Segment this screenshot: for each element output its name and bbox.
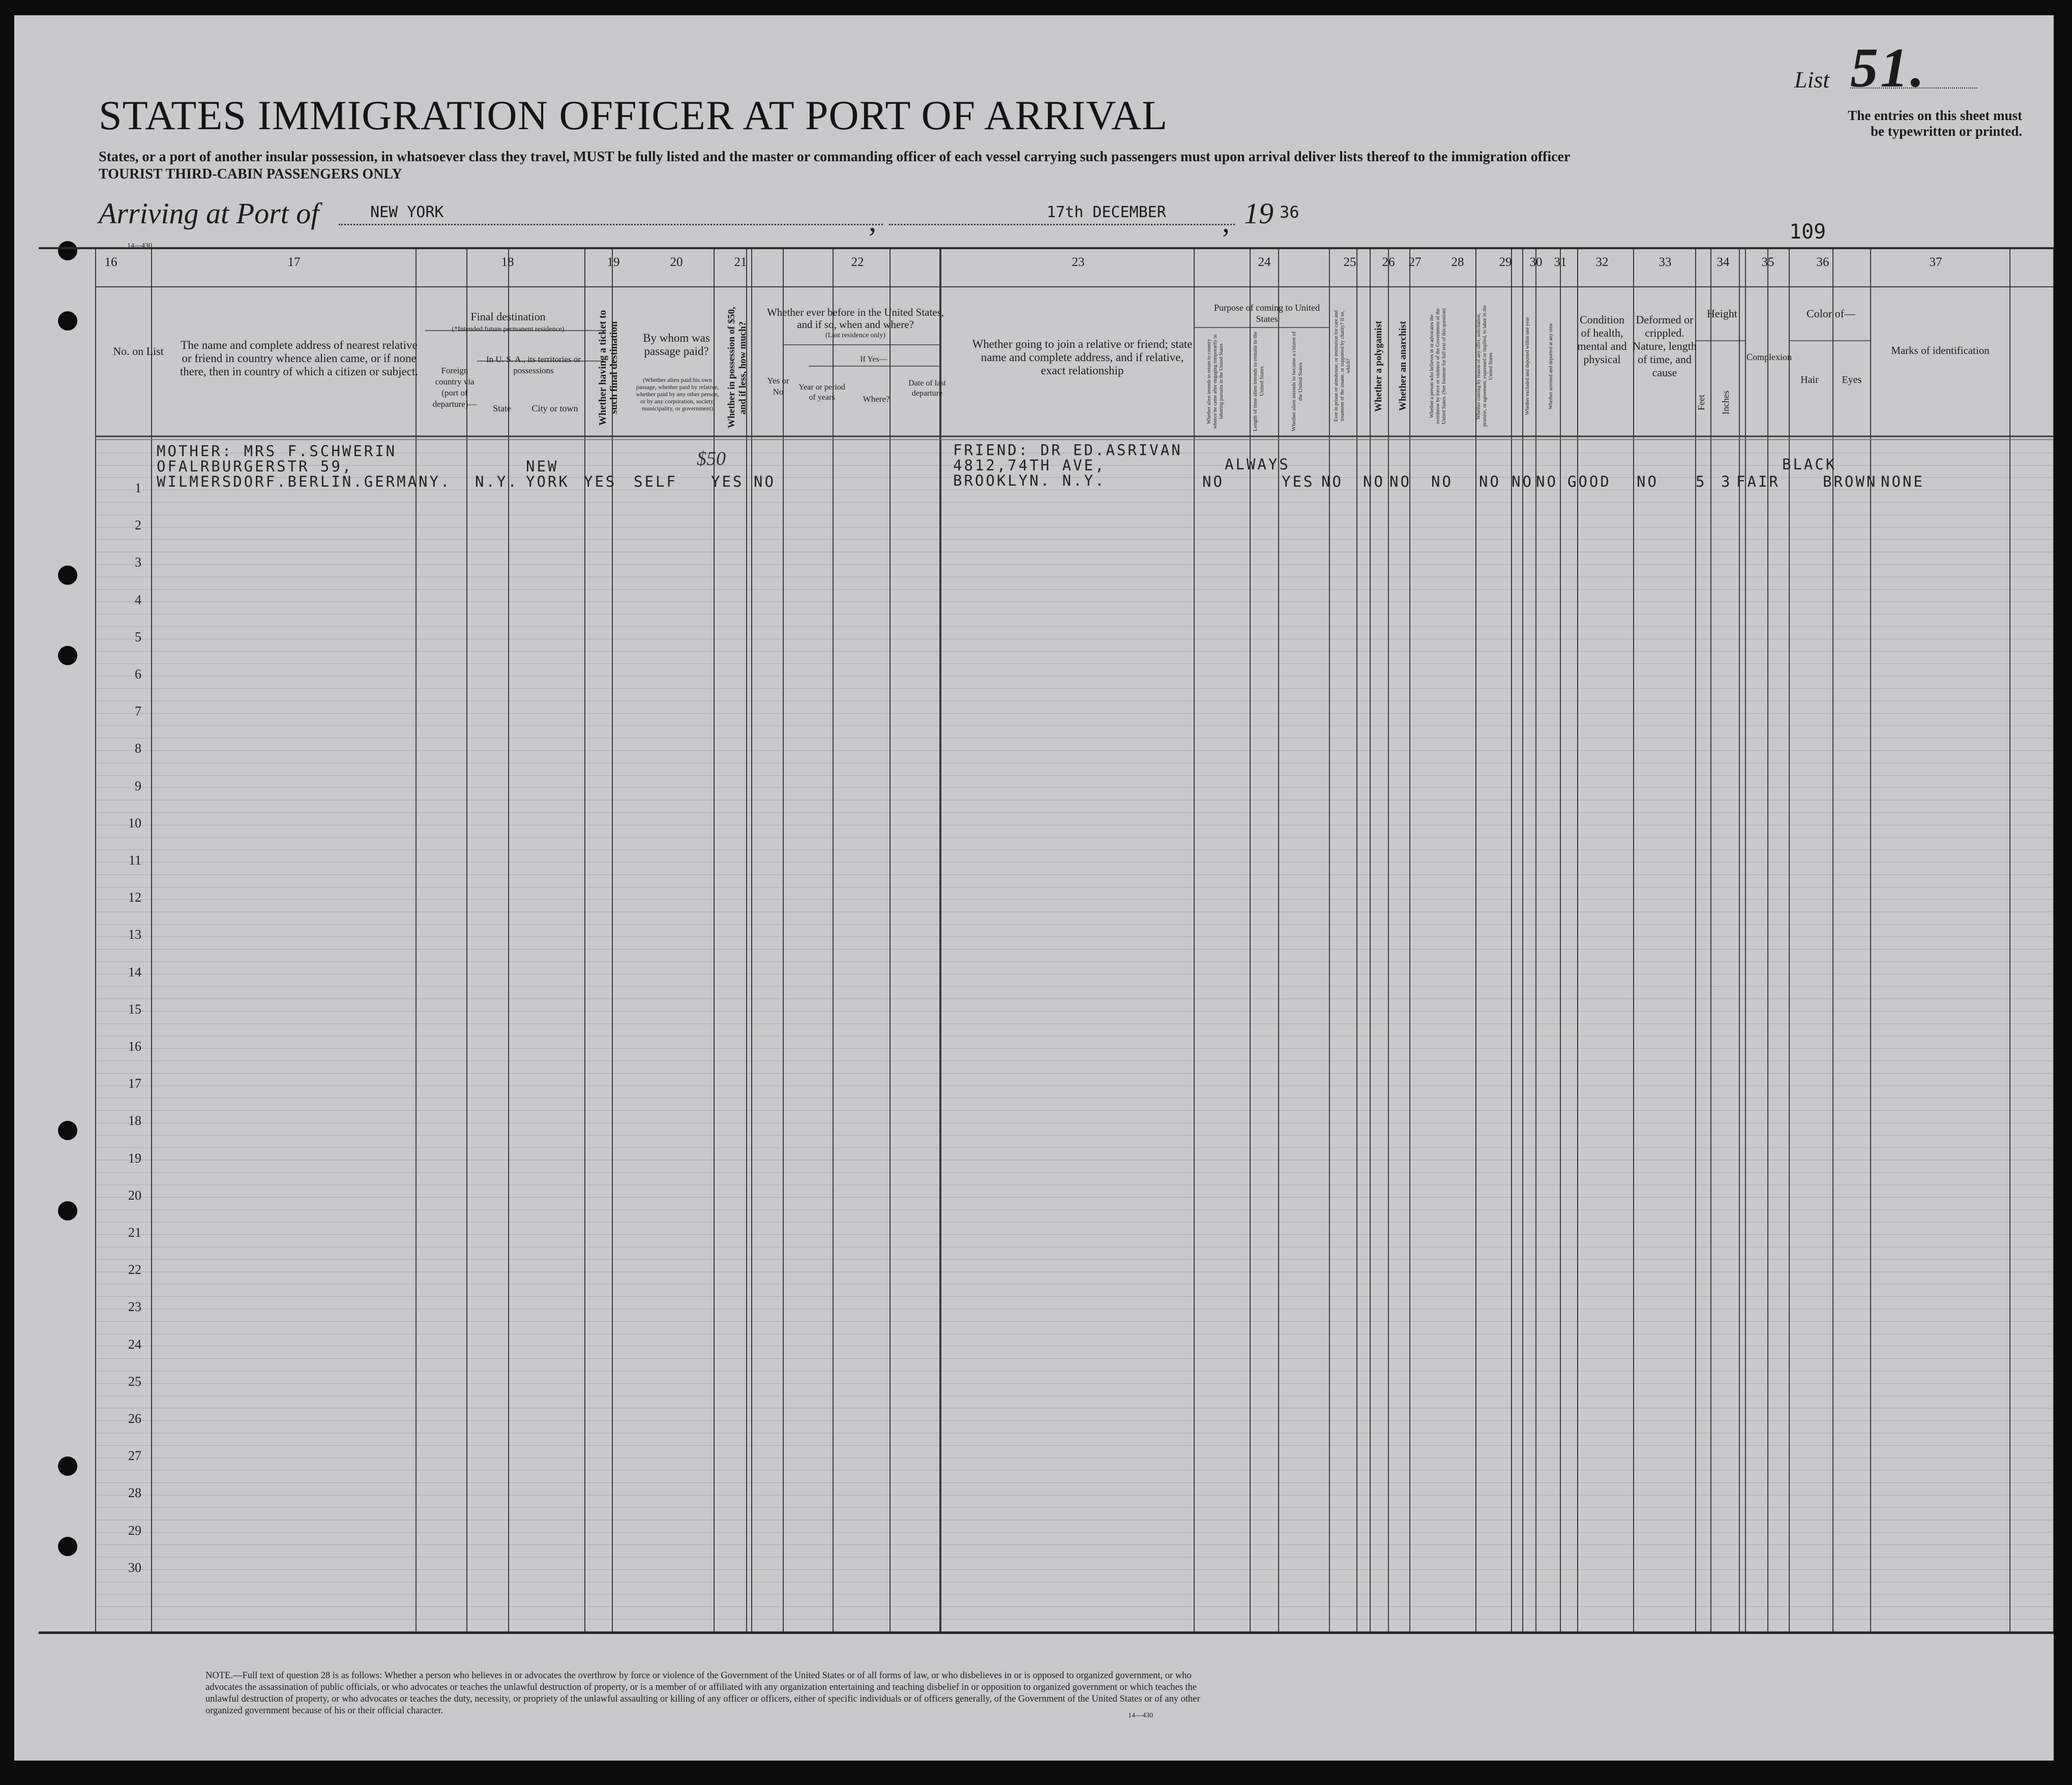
header-height: Height [1707,307,1737,320]
header-passage-paid: By whom was passage paid? [643,332,710,358]
arriving-label: Arriving at Port of [99,197,319,230]
header-polygamist: Whether a polygamist [1373,320,1384,412]
row-number: 12 [128,890,141,905]
header-hair: Hair [1800,374,1819,385]
row-number: 27 [128,1448,141,1464]
purpose-return-value: NO [1202,473,1224,490]
column-number: 20 [670,255,683,269]
header-final-destination-note: (*Intended future permanent residence) [452,325,565,333]
row-number: 29 [128,1523,141,1538]
destination-city: YORK [526,473,570,490]
column-number: 19 [607,255,620,269]
row-number: 15 [128,1001,141,1017]
column-number: 34 [1716,255,1730,269]
header-ticket: Whether having a ticket to such final destination [597,310,619,426]
header-nearest-relative: The name and complete address of nearest relative or friend in country whence alien came, or if none there, then in country of which a citizen or subject. [180,339,419,378]
relative-address-line: MOTHER: MRS F.SCHWERIN [157,442,397,460]
header-foreign-country: Foreign country via (port of departure)— [432,366,477,409]
header-in-usa: In U. S. A., its territories or possessions [486,354,581,375]
list-number: 51. [1850,37,1927,99]
height-feet-value: 5 [1696,473,1707,490]
row-number: 17 [128,1076,141,1091]
header-color-of: Color of— [1807,307,1855,320]
relative-address-line: OFALRBURGERSTR 59, [157,458,353,475]
row-number: 3 [135,555,141,570]
header-eyes: Eyes [1842,374,1862,385]
form-code: 14—430 [127,242,152,250]
column-number: 32 [1595,255,1609,269]
height-inches-value: 3 [1721,473,1732,490]
column-number: 18 [501,255,514,269]
header-health: Condition of health, mental and physical [1577,313,1627,366]
column-number: 16 [104,255,117,269]
header-years: Year or period of years [798,383,845,402]
column-number: 31 [1554,255,1567,269]
column-number: 25 [1343,255,1356,269]
row-number: 6 [135,667,141,681]
row-number: 25 [128,1374,141,1389]
row-number: 7 [135,704,141,719]
port-value: NEW YORK [370,203,444,221]
row-number: 24 [128,1336,141,1352]
eyes-value: BROWN [1823,473,1878,490]
header-purpose-citizen: Whether alien intends to become a citizen of the United States [1291,331,1304,432]
labor-offer-value: NO [1479,473,1501,490]
header-feet: Feet [1696,395,1706,411]
column-number: 24 [1258,255,1271,269]
header-purpose-length: Length of time alien intends to remain in the United States [1252,331,1265,432]
row-number: 16 [128,1039,141,1054]
header-purpose-return: Whether alien intends to return to country whence he came after engaging temporarily in laboring pursuits in the United States [1206,334,1224,429]
year-prefix: 19 [1244,197,1274,230]
ever-before-value: NO [754,473,776,490]
header-final-destination: Final destination [470,310,546,323]
date-value: 17th DECEMBER [1047,203,1166,221]
row-number: 8 [135,741,141,756]
column-number: 27 [1408,255,1422,269]
header-departure-date: Date of last departure [908,379,946,398]
header-arrested: Whether arrested and deported at any time [1548,323,1554,409]
row-number: 1 [135,481,141,495]
footnote [205,1670,1212,1717]
destination-state: N.Y. [475,473,519,490]
row-number: 9 [135,778,141,793]
row-number: 28 [128,1485,141,1501]
form-code: 14—430 [1128,1712,1153,1719]
header-prison: Ever in prison or almshouse, or institution for care and treatment of the insane, or supported by charity? If so, which? [1334,310,1351,422]
header-ever-before: Whether ever before in the United States, and if so, when and where? [766,306,944,331]
column-number: 30 [1529,255,1543,269]
header-city: City or town [531,403,578,413]
page-number: 109 [1789,220,1826,244]
money-handwritten: $50 [697,448,726,469]
row-number: 14 [128,964,141,979]
row-number: 2 [135,518,141,533]
column-number: 37 [1929,255,1942,269]
header-ever-before-note: (Last residence only) [825,332,886,339]
relative-address-line: WILMERSDORF.BERLIN.GERMANY. [157,473,452,490]
header-inches: Inches [1721,391,1731,415]
header-labor-offer: Whether coming by reason of any offer, solicitation, promise, or agreement, expressed or implied, to labor in the United States [1476,305,1494,427]
footnote-label: NOTE. [205,1671,233,1681]
subtitle-line: TOURIST THIRD-CABIN PASSENGERS ONLY [99,166,402,182]
subtitle-line: States, or a port of another insular possession, in whatsoever class they travel, MUST be fully listed and the master or commanding officer of each vessel carrying such passengers must upon arrival deliver lists thereof to the immigration officer [99,149,1571,165]
header-if-yes: If Yes— [860,355,887,364]
row-number: 23 [128,1299,141,1315]
column-number: 29 [1499,255,1512,269]
header-state: State [493,403,511,413]
header-deformed: Deformed or crippled. Nature, length of time, and cause [1633,313,1697,379]
row-number: 5 [135,629,141,644]
anarchist-value: NO [1389,473,1411,490]
overthrow-value: NO [1431,473,1453,490]
row-number: 13 [128,927,141,942]
deported-value: NO [1536,473,1558,490]
comma: , [869,204,876,237]
destination-city: NEW [526,458,559,475]
table-grid [14,15,2054,1761]
header-complexion: Complexion [1747,352,1792,362]
year-suffix: 36 [1280,202,1299,222]
column-number: 22 [851,255,864,269]
typewritten-note-line: be typewritten or printed. [1871,124,2022,139]
footer-rule [39,1631,2054,1634]
row-number: 20 [128,1187,141,1203]
health-value: GOOD [1567,473,1611,490]
footnote-text: —Full text of question 28 is as follows: Whether a person who believes in or advocates the overthrow by force or violence of the Government of the United States or of all forms of law, or who disbelieves in or is opposed to organized government, or who advocates the assassination of public officials, or who advocates or teaches the unlawful destruction of property, or is a member of or affiliated with any organization entertaining and teaching disbelief in or opposition to organized government or which teaches the unlawful destruction of property, or who advocates or teaches the duty, necessity, or propriety of the unlawful assaulting or killing of any officer or officers, either of specific individuals or of officers generally, of the Government of the United States or of any other organized government because of his or their official character. [205,1671,1200,1716]
row-number: 21 [128,1225,141,1240]
money-value: YES [711,473,744,490]
list-label: List [1794,67,1830,93]
excluded-value: NO [1512,473,1533,490]
header-where: Where? [863,394,890,404]
column-number: 26 [1382,255,1395,269]
hair-value: BLACK [1782,456,1837,473]
join-relative-line: 4812,74TH AVE, [953,457,1106,474]
row-number: 10 [128,815,141,830]
row-number: 4 [135,592,141,607]
join-relative-line: BROOKLYN. N.Y. [953,472,1106,489]
typewritten-note-line: The entries on this sheet must [1848,108,2022,123]
deformed-value: NO [1637,473,1659,490]
polygamist-value: NO [1363,473,1385,490]
column-number: 21 [734,255,747,269]
row-number: 18 [128,1113,141,1128]
column-number: 33 [1659,255,1672,269]
passage-paid-value: SELF [634,473,677,490]
header-join-relative: Whether going to join a relative or friend; state name and complete address, and if relative, exact relationship [972,338,1193,377]
row-number: 30 [128,1560,141,1575]
page-title: STATES IMMIGRATION OFFICER AT PORT OF ARRIVAL [99,92,1168,138]
column-number: 36 [1816,255,1829,269]
complexion-value: FAIR [1736,473,1780,490]
prison-value: NO [1321,473,1343,490]
header-excluded: Whether excluded and deported within one year [1525,317,1530,415]
column-number: 17 [287,255,301,269]
row-number: 26 [128,1411,141,1426]
purpose-length-value: ALWAYS [1225,456,1290,473]
manifest-sheet [14,15,2054,1761]
header-overthrow: Whether a person who believes in or advocates the overthrow by force or violence of the Government of the United States. (See footnote for full text of this question) [1429,308,1447,424]
row-number: 11 [128,853,141,868]
header-yes-no: Yes or No [767,376,789,397]
header-money: Whether in possession of $50, and if less, how much? [726,307,748,429]
row-number: 19 [128,1150,141,1166]
comma: , [1222,205,1230,239]
ticket-value: YES [584,473,617,490]
header-purpose: Purpose of coming to United States [1214,303,1320,324]
header-passage-paid-note: (Whether alien paid his own passage, whether paid by relative, whether paid by any other person, or by any corporation, society, municipality, or government) [636,376,719,412]
column-number: 28 [1451,255,1464,269]
row-number: 22 [128,1262,141,1277]
column-number: 23 [1072,255,1085,269]
header-no-on-list: No. on List [113,345,164,358]
header-marks: Marks of identification [1891,344,1990,356]
header-anarchist: Whether an anarchist [1398,321,1408,411]
purpose-citizen-value: YES [1282,473,1315,490]
join-relative-line: FRIEND: DR ED.ASRIVAN [953,441,1182,459]
column-number: 35 [1761,255,1774,269]
marks-value: NONE [1881,473,1925,490]
